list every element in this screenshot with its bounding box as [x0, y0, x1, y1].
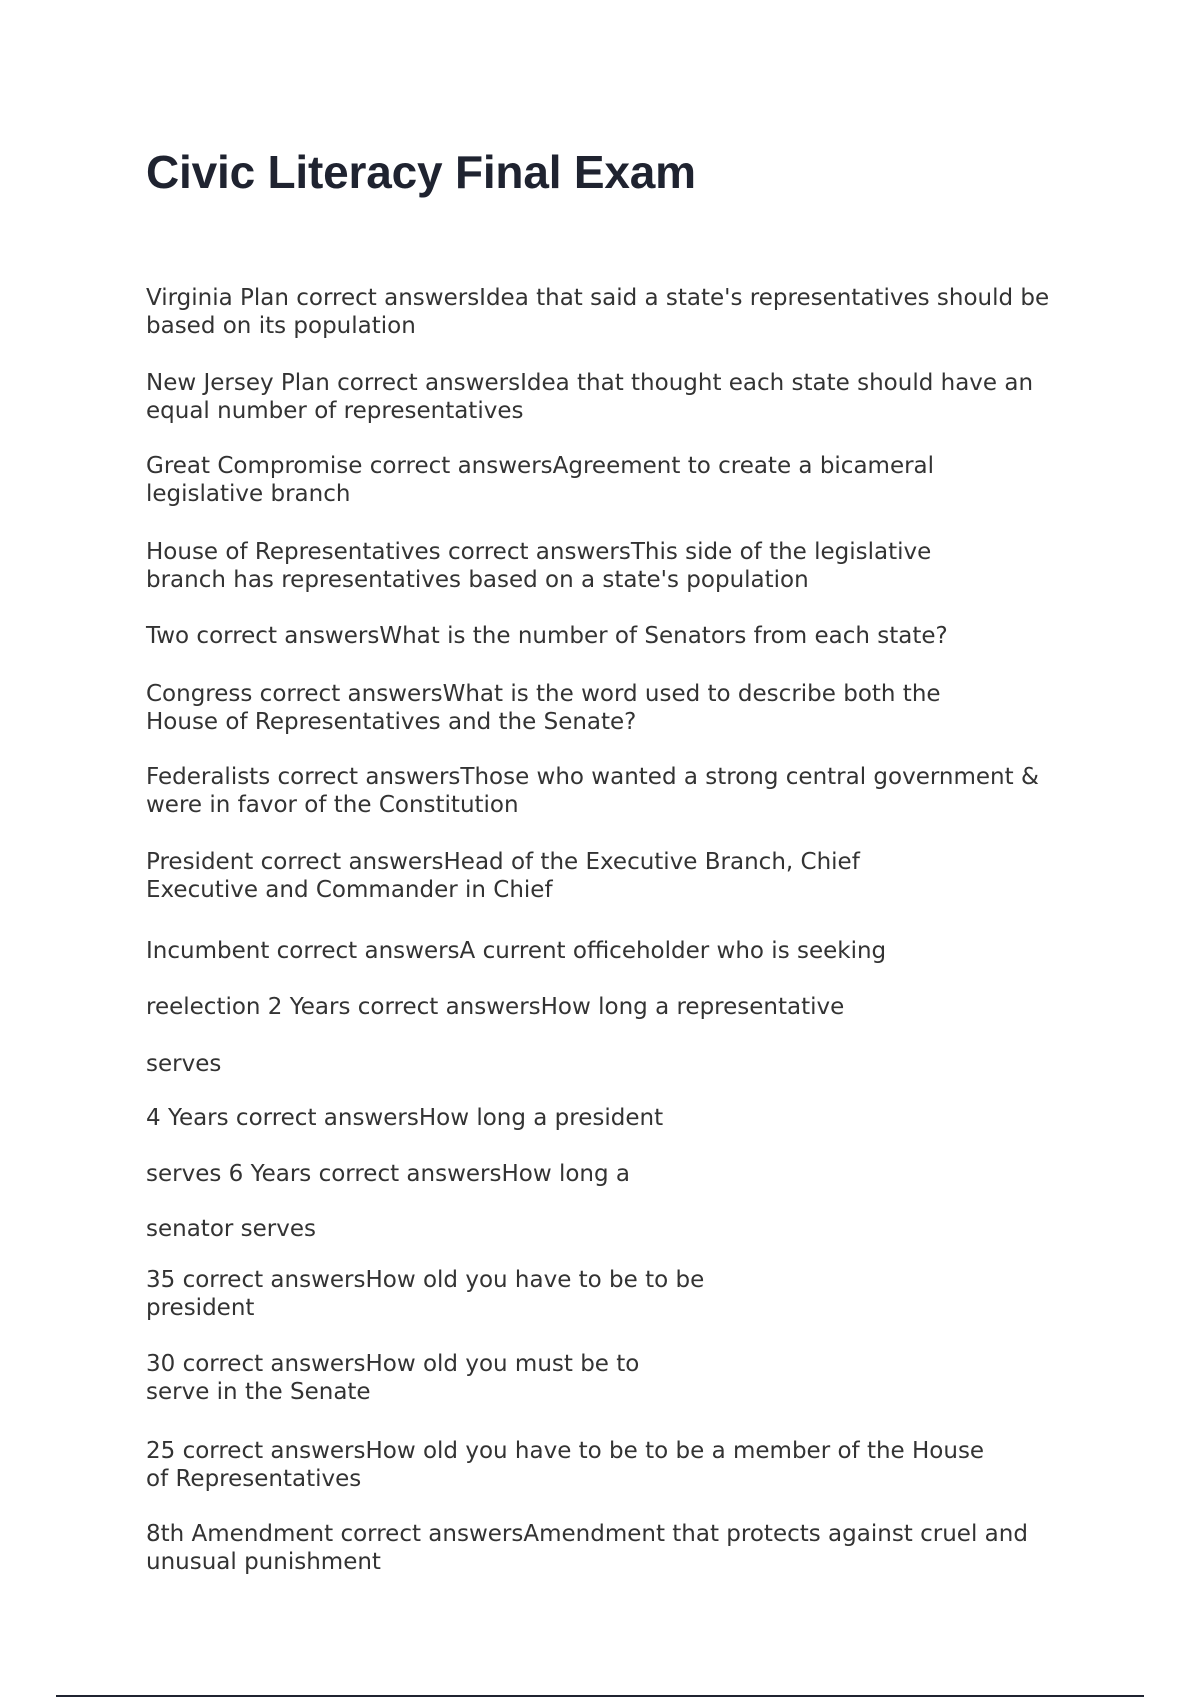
entry-senate-age: 30 correct answersHow old you must be to serve in the Senate	[146, 1351, 640, 1405]
entry-house-of-representatives: House of Representatives correct answersThis side of the legislative branch has representatives based on a state's population	[146, 539, 932, 593]
entry-incumbent: Incumbent correct answersA current officeholder who is seeking	[146, 938, 887, 964]
entry-representative-term-cont: serves	[146, 1051, 222, 1077]
entry-eighth-amendment: 8th Amendment correct answersAmendment that protects against cruel and unusual punishment	[146, 1521, 1028, 1575]
entry-president-age: 35 correct answersHow old you have to be to be president	[146, 1267, 705, 1321]
entry-federalists: Federalists correct answersThose who wanted a strong central government & were in favor of the Constitution	[146, 764, 1039, 818]
entry-president: President correct answersHead of the Executive Branch, Chief Executive and Commander in Chief	[146, 849, 860, 903]
entry-representative-term: reelection 2 Years correct answersHow long a representative	[146, 994, 845, 1020]
entry-senators-per-state: Two correct answersWhat is the number of Senators from each state?	[146, 623, 948, 649]
entry-congress: Congress correct answersWhat is the word used to describe both the House of Representatives and the Senate?	[146, 681, 941, 735]
entry-senator-term: serves 6 Years correct answersHow long a	[146, 1161, 631, 1187]
entry-senator-term-cont: senator serves	[146, 1216, 316, 1242]
entry-great-compromise: Great Compromise correct answersAgreement to create a bicameral legislative branch	[146, 453, 935, 507]
page-title: Civic Literacy Final Exam	[146, 146, 696, 198]
footer-divider	[56, 1695, 1144, 1697]
entry-president-term: 4 Years correct answersHow long a president	[146, 1105, 664, 1131]
entry-new-jersey-plan: New Jersey Plan correct answersIdea that thought each state should have an equal number of representatives	[146, 370, 1034, 424]
entry-house-age: 25 correct answersHow old you have to be to be a member of the House of Representatives	[146, 1438, 985, 1492]
entry-virginia-plan: Virginia Plan correct answersIdea that said a state's representatives should be based on its population	[146, 285, 1050, 339]
